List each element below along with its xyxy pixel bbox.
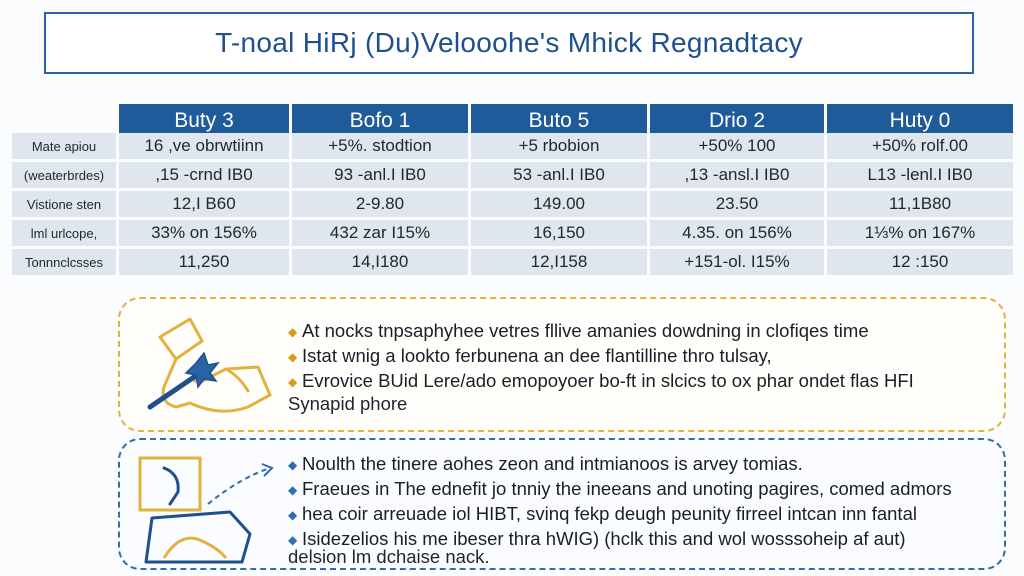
row-label: Tonnnclcsses	[12, 249, 116, 275]
info-panel-blue	[118, 438, 1006, 570]
table-cell: 23.50	[650, 191, 824, 217]
column-header: Buty 3	[119, 104, 289, 138]
bullet-list	[288, 452, 992, 552]
column-header: Bofo 1	[292, 104, 468, 138]
table-cell: ,15 -crnd IB0	[119, 162, 289, 188]
page-title: T-noal HiRj (Du)Velooohe's Mhick Regnadtacy	[215, 27, 803, 58]
list-item: ◆ hea coir arreuade iol HIBT, svinq fekp deugh peunity firreel intcan inn fantal	[288, 503, 917, 525]
title-banner	[44, 12, 974, 74]
table-cell: +151-ol. I15%	[650, 249, 824, 275]
table-cell: 16 ,ve obrwtiinn	[119, 133, 289, 159]
table-cell: 53 -anl.I IB0	[471, 162, 647, 188]
continuation-text: Synapid phore	[288, 393, 408, 414]
table-cell: 4.35. on 156%	[650, 220, 824, 246]
row-label: (weaterbrdes)	[12, 162, 116, 188]
table-cell: 12,I158	[471, 249, 647, 275]
table-cell: 93 -anl.I IB0	[292, 162, 468, 188]
list-item: ◆ Isidezelios his me ibeser thra hWIG) (hclk this and wol wosssoheip af aut)	[288, 528, 906, 550]
row-label: Mate apiou	[12, 133, 116, 159]
table-cell: +5%. stodtion	[292, 133, 468, 159]
table-cell: +5 rbobion	[471, 133, 647, 159]
bullet-list	[288, 319, 992, 394]
table-cell: ,13 -ansl.I IB0	[650, 162, 824, 188]
list-item: ◆ Noulth the tinere aohes zeon and intmianoos is arvey tomias.	[288, 453, 803, 474]
table-cell: 12 :150	[827, 249, 1013, 275]
list-item: ◆ Evrovice BUid Lere/ado emopoyoer bo-ft in slcics to ox phar ondet flas HFI	[288, 370, 914, 392]
table-cell: +50% 100	[650, 133, 824, 159]
row-label: Vistione sten	[12, 191, 116, 217]
table-cell: +50% rolf.00	[827, 133, 1013, 159]
table-cell: 1⅓% on 167%	[827, 220, 1013, 246]
continuation-text: delsion lm dchaise nack.	[288, 546, 490, 567]
table-cell: 149.00	[471, 191, 647, 217]
table-cell: 11,1B80	[827, 191, 1013, 217]
comparison-table	[12, 104, 1008, 275]
document-arrow-icon	[130, 448, 280, 566]
list-item: ◆ Istat wnig a lookto ferbunena an dee flantilline thro tulsay,	[288, 345, 772, 367]
table-cell: L13 -lenl.I IB0	[827, 162, 1013, 188]
column-header: Drio 2	[650, 104, 824, 138]
table-cell: 16,150	[471, 220, 647, 246]
row-label: lml urlcope,	[12, 220, 116, 246]
column-header: Huty 0	[827, 104, 1013, 138]
column-header: Buto 5	[471, 104, 647, 138]
list-item: ◆ At nocks tnpsaphyhee vetres fllive amanies dowdning in clofiqes time	[288, 320, 869, 341]
table-cell: 11,250	[119, 249, 289, 275]
table-cell: 12,I B60	[119, 191, 289, 217]
table-cell: 14,I180	[292, 249, 468, 275]
table-cell: 33% on 156%	[119, 220, 289, 246]
info-panel-gold	[118, 297, 1006, 432]
table-cell: 2-9.80	[292, 191, 468, 217]
table-cell: 432 zar I15%	[292, 220, 468, 246]
hammer-hand-icon	[130, 307, 280, 425]
list-item: ◆ Fraeues in The ednefit jo tnniy the ineeans and unoting pagires, comed admors	[288, 478, 952, 500]
